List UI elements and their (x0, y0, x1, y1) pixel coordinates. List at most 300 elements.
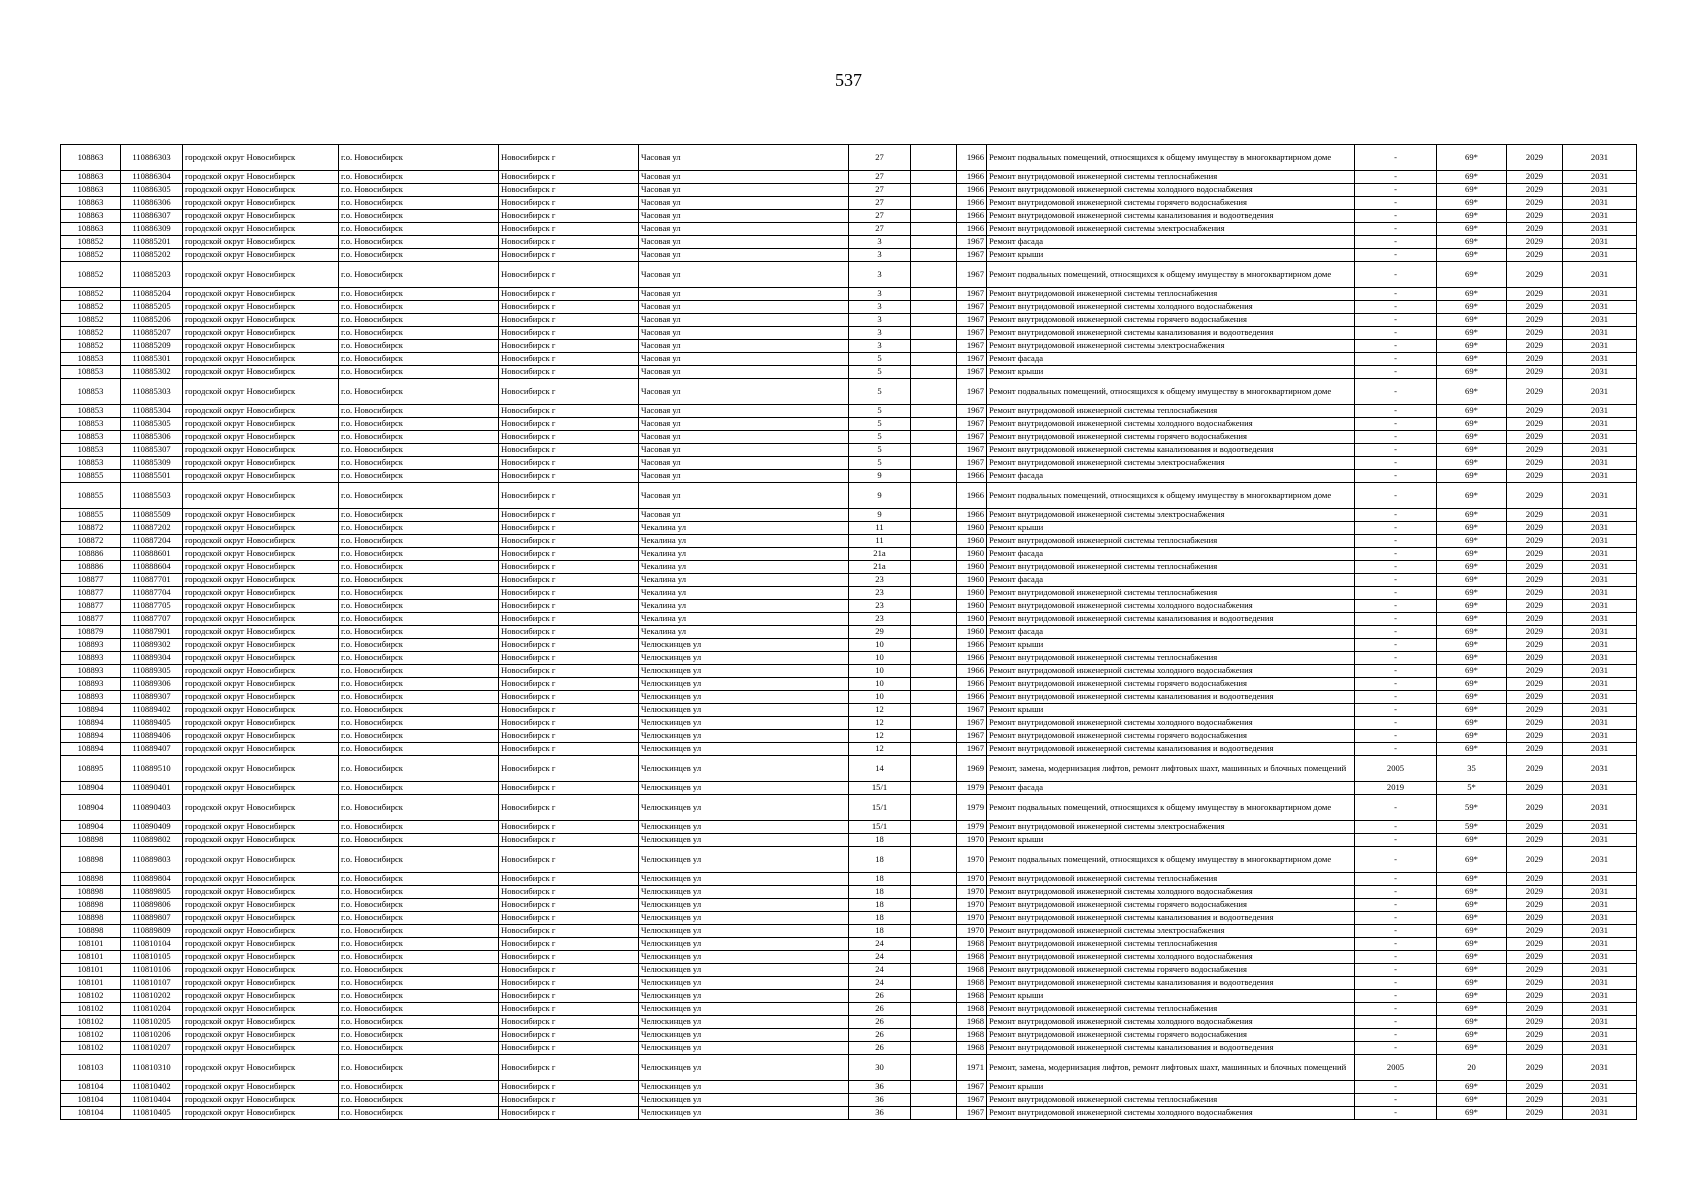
cell-street: Челюскинцев ул (639, 704, 849, 717)
cell-work-type: Ремонт крыши (987, 834, 1355, 847)
cell-building (911, 912, 957, 925)
cell-work-type: Ремонт внутридомовой инженерной системы канализования и водоотведения (987, 977, 1355, 990)
cell-plan-end-year: 2031 (1563, 951, 1637, 964)
cell-work-id: 110890403 (121, 795, 183, 821)
cell-work-type: Ремонт внутридомовой инженерной системы теплоснабжения (987, 652, 1355, 665)
cell-building (911, 600, 957, 613)
cell-work-type: Ремонт внутридомовой инженерной системы канализования и водоотведения (987, 743, 1355, 756)
cell-building (911, 964, 957, 977)
cell-municipality: городской округ Новосибирск (183, 912, 339, 925)
cell-last-repair-year: - (1355, 977, 1437, 990)
cell-wear-percent: 69* (1437, 691, 1507, 704)
cell-house-number: 26 (849, 1042, 911, 1055)
cell-house-id: 108886 (61, 561, 121, 574)
cell-building (911, 431, 957, 444)
cell-settlement: Новосибирск г (499, 951, 639, 964)
table-row (61, 1016, 1637, 1029)
cell-building (911, 184, 957, 197)
cell-municipality: городской округ Новосибирск (183, 184, 339, 197)
cell-plan-end-year: 2031 (1563, 236, 1637, 249)
cell-settlement: Новосибирск г (499, 444, 639, 457)
cell-work-type: Ремонт внутридомовой инженерной системы холодного водоснабжения (987, 418, 1355, 431)
cell-last-repair-year: - (1355, 821, 1437, 834)
cell-settlement: Новосибирск г (499, 535, 639, 548)
cell-street: Челюскинцев ул (639, 1042, 849, 1055)
cell-street: Челюскинцев ул (639, 1029, 849, 1042)
cell-work-type: Ремонт внутридомовой инженерной системы теплоснабжения (987, 561, 1355, 574)
table-row (61, 223, 1637, 236)
cell-work-type: Ремонт внутридомовой инженерной системы электроснабжения (987, 223, 1355, 236)
cell-plan-start-year: 2029 (1507, 990, 1563, 1003)
cell-year-built: 1968 (957, 1003, 987, 1016)
cell-building (911, 873, 957, 886)
cell-house-number: 26 (849, 1016, 911, 1029)
cell-wear-percent: 69* (1437, 145, 1507, 171)
cell-work-id: 110889305 (121, 665, 183, 678)
cell-municipality: городской округ Новосибирск (183, 210, 339, 223)
cell-building (911, 678, 957, 691)
cell-wear-percent: 69* (1437, 951, 1507, 964)
cell-plan-end-year: 2031 (1563, 717, 1637, 730)
cell-last-repair-year: - (1355, 574, 1437, 587)
cell-plan-end-year: 2031 (1563, 743, 1637, 756)
cell-wear-percent: 35 (1437, 756, 1507, 782)
cell-building (911, 1055, 957, 1081)
cell-building (911, 756, 957, 782)
cell-work-type: Ремонт внутридомовой инженерной системы холодного водоснабжения (987, 184, 1355, 197)
cell-plan-start-year: 2029 (1507, 548, 1563, 561)
cell-building (911, 340, 957, 353)
cell-last-repair-year: - (1355, 795, 1437, 821)
cell-year-built: 1960 (957, 600, 987, 613)
cell-wear-percent: 69* (1437, 613, 1507, 626)
table-row (61, 561, 1637, 574)
cell-house-id: 108904 (61, 782, 121, 795)
cell-plan-end-year: 2031 (1563, 834, 1637, 847)
cell-year-built: 1970 (957, 847, 987, 873)
cell-work-id: 110886303 (121, 145, 183, 171)
cell-district: г.о. Новосибирск (339, 1094, 499, 1107)
cell-plan-start-year: 2029 (1507, 353, 1563, 366)
cell-building (911, 249, 957, 262)
cell-last-repair-year: - (1355, 262, 1437, 288)
cell-plan-end-year: 2031 (1563, 249, 1637, 262)
cell-last-repair-year: - (1355, 1081, 1437, 1094)
cell-work-type: Ремонт внутридомовой инженерной системы теплоснабжения (987, 405, 1355, 418)
cell-year-built: 1967 (957, 249, 987, 262)
cell-house-id: 108853 (61, 457, 121, 470)
cell-year-built: 1966 (957, 223, 987, 236)
cell-work-type: Ремонт крыши (987, 366, 1355, 379)
cell-building (911, 418, 957, 431)
cell-house-id: 108898 (61, 886, 121, 899)
cell-house-id: 108102 (61, 1016, 121, 1029)
cell-last-repair-year: - (1355, 938, 1437, 951)
cell-street: Челюскинцев ул (639, 977, 849, 990)
cell-house-id: 108872 (61, 522, 121, 535)
cell-house-id: 108898 (61, 899, 121, 912)
cell-work-type: Ремонт внутридомовой инженерной системы канализования и водоотведения (987, 691, 1355, 704)
cell-wear-percent: 69* (1437, 431, 1507, 444)
cell-house-id: 108898 (61, 912, 121, 925)
cell-house-id: 108101 (61, 938, 121, 951)
cell-street: Чекалина ул (639, 613, 849, 626)
cell-plan-start-year: 2029 (1507, 444, 1563, 457)
cell-municipality: городской округ Новосибирск (183, 626, 339, 639)
cell-street: Часовая ул (639, 431, 849, 444)
cell-work-type: Ремонт внутридомовой инженерной системы теплоснабжения (987, 873, 1355, 886)
cell-house-id: 108853 (61, 418, 121, 431)
table-row (61, 444, 1637, 457)
cell-year-built: 1967 (957, 327, 987, 340)
cell-last-repair-year: - (1355, 210, 1437, 223)
cell-work-type: Ремонт внутридомовой инженерной системы теплоснабжения (987, 1003, 1355, 1016)
cell-house-id: 108894 (61, 717, 121, 730)
cell-last-repair-year: - (1355, 873, 1437, 886)
cell-year-built: 1967 (957, 457, 987, 470)
cell-plan-start-year: 2029 (1507, 366, 1563, 379)
cell-district: г.о. Новосибирск (339, 548, 499, 561)
cell-settlement: Новосибирск г (499, 795, 639, 821)
table-row (61, 951, 1637, 964)
cell-year-built: 1967 (957, 743, 987, 756)
cell-work-id: 110885303 (121, 379, 183, 405)
cell-building (911, 171, 957, 184)
cell-street: Челюскинцев ул (639, 639, 849, 652)
cell-year-built: 1968 (957, 1042, 987, 1055)
cell-building (911, 288, 957, 301)
cell-street: Часовая ул (639, 340, 849, 353)
table-row (61, 210, 1637, 223)
cell-municipality: городской округ Новосибирск (183, 327, 339, 340)
cell-wear-percent: 69* (1437, 210, 1507, 223)
cell-plan-start-year: 2029 (1507, 821, 1563, 834)
cell-house-id: 108102 (61, 1029, 121, 1042)
cell-work-id: 110810104 (121, 938, 183, 951)
cell-settlement: Новосибирск г (499, 561, 639, 574)
cell-municipality: городской округ Новосибирск (183, 561, 339, 574)
cell-house-number: 23 (849, 587, 911, 600)
cell-last-repair-year: - (1355, 704, 1437, 717)
cell-plan-start-year: 2029 (1507, 886, 1563, 899)
cell-settlement: Новосибирск г (499, 964, 639, 977)
cell-work-type: Ремонт внутридомовой инженерной системы горячего водоснабжения (987, 964, 1355, 977)
cell-last-repair-year: - (1355, 418, 1437, 431)
cell-house-number: 5 (849, 444, 911, 457)
cell-settlement: Новосибирск г (499, 847, 639, 873)
cell-work-id: 110885304 (121, 405, 183, 418)
cell-district: г.о. Новосибирск (339, 938, 499, 951)
cell-house-id: 108102 (61, 1042, 121, 1055)
cell-plan-end-year: 2031 (1563, 613, 1637, 626)
cell-street: Челюскинцев ул (639, 756, 849, 782)
cell-district: г.о. Новосибирск (339, 1029, 499, 1042)
cell-building (911, 535, 957, 548)
cell-district: г.о. Новосибирск (339, 1055, 499, 1081)
cell-plan-end-year: 2031 (1563, 431, 1637, 444)
cell-building (911, 834, 957, 847)
cell-wear-percent: 69* (1437, 405, 1507, 418)
cell-municipality: городской округ Новосибирск (183, 301, 339, 314)
cell-house-number: 5 (849, 418, 911, 431)
cell-district: г.о. Новосибирск (339, 288, 499, 301)
cell-plan-end-year: 2031 (1563, 925, 1637, 938)
cell-plan-start-year: 2029 (1507, 964, 1563, 977)
cell-plan-end-year: 2031 (1563, 587, 1637, 600)
cell-municipality: городской округ Новосибирск (183, 990, 339, 1003)
cell-plan-start-year: 2029 (1507, 249, 1563, 262)
table-row (61, 470, 1637, 483)
cell-building (911, 626, 957, 639)
cell-wear-percent: 69* (1437, 1107, 1507, 1120)
table-row (61, 548, 1637, 561)
cell-year-built: 1967 (957, 418, 987, 431)
cell-building (911, 990, 957, 1003)
cell-last-repair-year: - (1355, 717, 1437, 730)
cell-district: г.о. Новосибирск (339, 431, 499, 444)
cell-year-built: 1968 (957, 1016, 987, 1029)
cell-house-number: 3 (849, 236, 911, 249)
cell-year-built: 1967 (957, 1107, 987, 1120)
cell-house-number: 5 (849, 431, 911, 444)
cell-district: г.о. Новосибирск (339, 327, 499, 340)
cell-district: г.о. Новосибирск (339, 639, 499, 652)
cell-year-built: 1966 (957, 145, 987, 171)
cell-district: г.о. Новосибирск (339, 951, 499, 964)
cell-settlement: Новосибирск г (499, 1042, 639, 1055)
table-row (61, 795, 1637, 821)
cell-year-built: 1967 (957, 704, 987, 717)
cell-settlement: Новосибирск г (499, 379, 639, 405)
cell-plan-start-year: 2029 (1507, 743, 1563, 756)
table-row (61, 1055, 1637, 1081)
cell-house-number: 12 (849, 704, 911, 717)
cell-settlement: Новосибирск г (499, 717, 639, 730)
cell-building (911, 730, 957, 743)
cell-building (911, 951, 957, 964)
cell-plan-start-year: 2029 (1507, 522, 1563, 535)
cell-house-id: 108904 (61, 795, 121, 821)
cell-house-number: 18 (849, 899, 911, 912)
cell-plan-end-year: 2031 (1563, 912, 1637, 925)
cell-wear-percent: 69* (1437, 1029, 1507, 1042)
cell-wear-percent: 69* (1437, 418, 1507, 431)
cell-house-number: 3 (849, 301, 911, 314)
cell-house-number: 5 (849, 366, 911, 379)
cell-settlement: Новосибирск г (499, 184, 639, 197)
cell-settlement: Новосибирск г (499, 418, 639, 431)
cell-district: г.о. Новосибирск (339, 457, 499, 470)
table-row (61, 288, 1637, 301)
cell-wear-percent: 69* (1437, 626, 1507, 639)
table-row (61, 756, 1637, 782)
cell-district: г.о. Новосибирск (339, 223, 499, 236)
cell-year-built: 1967 (957, 236, 987, 249)
cell-year-built: 1967 (957, 717, 987, 730)
cell-work-id: 110810402 (121, 1081, 183, 1094)
cell-last-repair-year: - (1355, 678, 1437, 691)
cell-year-built: 1967 (957, 431, 987, 444)
cell-year-built: 1968 (957, 1029, 987, 1042)
cell-district: г.о. Новосибирск (339, 379, 499, 405)
cell-plan-end-year: 2031 (1563, 873, 1637, 886)
cell-plan-end-year: 2031 (1563, 704, 1637, 717)
cell-last-repair-year: - (1355, 652, 1437, 665)
cell-house-id: 108879 (61, 626, 121, 639)
cell-wear-percent: 69* (1437, 197, 1507, 210)
cell-house-id: 108863 (61, 223, 121, 236)
cell-house-number: 11 (849, 522, 911, 535)
cell-work-id: 110810202 (121, 990, 183, 1003)
cell-year-built: 1970 (957, 925, 987, 938)
cell-district: г.о. Новосибирск (339, 600, 499, 613)
cell-work-type: Ремонт внутридомовой инженерной системы электроснабжения (987, 457, 1355, 470)
cell-plan-end-year: 2031 (1563, 691, 1637, 704)
cell-last-repair-year: - (1355, 834, 1437, 847)
cell-house-id: 108895 (61, 756, 121, 782)
cell-work-type: Ремонт внутридомовой инженерной системы теплоснабжения (987, 535, 1355, 548)
cell-wear-percent: 69* (1437, 1042, 1507, 1055)
cell-street: Часовая ул (639, 288, 849, 301)
cell-work-type: Ремонт подвальных помещений, относящихся к общему имуществу в многоквартирном доме (987, 379, 1355, 405)
cell-last-repair-year: 2019 (1355, 782, 1437, 795)
table-row (61, 574, 1637, 587)
cell-plan-start-year: 2029 (1507, 795, 1563, 821)
table-row (61, 1042, 1637, 1055)
cell-work-id: 110810204 (121, 1003, 183, 1016)
cell-work-type: Ремонт внутридомовой инженерной системы канализования и водоотведения (987, 613, 1355, 626)
cell-district: г.о. Новосибирск (339, 704, 499, 717)
cell-plan-end-year: 2031 (1563, 652, 1637, 665)
table-row (61, 1107, 1637, 1120)
cell-street: Часовая ул (639, 405, 849, 418)
table-row (61, 535, 1637, 548)
cell-settlement: Новосибирск г (499, 600, 639, 613)
cell-plan-start-year: 2029 (1507, 899, 1563, 912)
table-row (61, 249, 1637, 262)
cell-settlement: Новосибирск г (499, 626, 639, 639)
cell-work-type: Ремонт внутридомовой инженерной системы электроснабжения (987, 509, 1355, 522)
cell-plan-start-year: 2029 (1507, 782, 1563, 795)
cell-plan-end-year: 2031 (1563, 1003, 1637, 1016)
cell-wear-percent: 69* (1437, 379, 1507, 405)
cell-municipality: городской округ Новосибирск (183, 899, 339, 912)
cell-house-id: 108904 (61, 821, 121, 834)
cell-year-built: 1966 (957, 171, 987, 184)
cell-municipality: городской округ Новосибирск (183, 1055, 339, 1081)
cell-house-id: 108853 (61, 353, 121, 366)
table-row (61, 691, 1637, 704)
cell-plan-end-year: 2031 (1563, 1042, 1637, 1055)
cell-house-number: 9 (849, 509, 911, 522)
cell-building (911, 652, 957, 665)
cell-municipality: городской округ Новосибирск (183, 418, 339, 431)
cell-house-number: 9 (849, 483, 911, 509)
cell-work-id: 110885302 (121, 366, 183, 379)
cell-building (911, 1094, 957, 1107)
cell-work-type: Ремонт внутридомовой инженерной системы горячего водоснабжения (987, 678, 1355, 691)
cell-municipality: городской округ Новосибирск (183, 665, 339, 678)
page-number: 537 (835, 70, 862, 90)
cell-building (911, 717, 957, 730)
cell-last-repair-year: - (1355, 990, 1437, 1003)
table-row (61, 730, 1637, 743)
cell-last-repair-year: - (1355, 691, 1437, 704)
table-row (61, 314, 1637, 327)
cell-work-id: 110889803 (121, 847, 183, 873)
cell-work-type: Ремонт фасада (987, 236, 1355, 249)
cell-last-repair-year: - (1355, 405, 1437, 418)
cell-plan-start-year: 2029 (1507, 600, 1563, 613)
cell-street: Чекалина ул (639, 626, 849, 639)
cell-street: Челюскинцев ул (639, 951, 849, 964)
cell-wear-percent: 69* (1437, 977, 1507, 990)
cell-wear-percent: 69* (1437, 522, 1507, 535)
cell-wear-percent: 69* (1437, 704, 1507, 717)
table-row (61, 184, 1637, 197)
cell-work-type: Ремонт внутридомовой инженерной системы теплоснабжения (987, 587, 1355, 600)
cell-work-type: Ремонт фасада (987, 574, 1355, 587)
cell-district: г.о. Новосибирск (339, 977, 499, 990)
table-row (61, 483, 1637, 509)
cell-street: Часовая ул (639, 301, 849, 314)
cell-last-repair-year: - (1355, 886, 1437, 899)
cell-plan-start-year: 2029 (1507, 405, 1563, 418)
cell-district: г.о. Новосибирск (339, 418, 499, 431)
cell-year-built: 1966 (957, 652, 987, 665)
cell-building (911, 223, 957, 236)
cell-last-repair-year: - (1355, 1042, 1437, 1055)
cell-last-repair-year: - (1355, 236, 1437, 249)
cell-plan-end-year: 2031 (1563, 574, 1637, 587)
cell-house-id: 108101 (61, 964, 121, 977)
cell-work-id: 110885301 (121, 353, 183, 366)
cell-work-type: Ремонт внутридомовой инженерной системы горячего водоснабжения (987, 314, 1355, 327)
cell-house-id: 108853 (61, 431, 121, 444)
cell-house-number: 26 (849, 1003, 911, 1016)
cell-district: г.о. Новосибирск (339, 236, 499, 249)
cell-wear-percent: 69* (1437, 639, 1507, 652)
cell-plan-start-year: 2029 (1507, 587, 1563, 600)
cell-work-id: 110887202 (121, 522, 183, 535)
cell-house-id: 108102 (61, 990, 121, 1003)
cell-municipality: городской округ Новосибирск (183, 977, 339, 990)
table-row (61, 925, 1637, 938)
table-row (61, 990, 1637, 1003)
cell-work-id: 110889802 (121, 834, 183, 847)
cell-plan-start-year: 2029 (1507, 1029, 1563, 1042)
cell-work-id: 110885503 (121, 483, 183, 509)
cell-house-id: 108852 (61, 301, 121, 314)
cell-municipality: городской округ Новосибирск (183, 782, 339, 795)
cell-house-number: 23 (849, 574, 911, 587)
cell-street: Челюскинцев ул (639, 782, 849, 795)
cell-wear-percent: 69* (1437, 457, 1507, 470)
cell-settlement: Новосибирск г (499, 665, 639, 678)
cell-work-id: 110886309 (121, 223, 183, 236)
cell-last-repair-year: - (1355, 1107, 1437, 1120)
cell-municipality: городской округ Новосибирск (183, 1107, 339, 1120)
cell-settlement: Новосибирск г (499, 327, 639, 340)
cell-house-number: 5 (849, 379, 911, 405)
cell-municipality: городской округ Новосибирск (183, 340, 339, 353)
cell-municipality: городской округ Новосибирск (183, 1042, 339, 1055)
cell-house-number: 24 (849, 977, 911, 990)
cell-street: Часовая ул (639, 327, 849, 340)
cell-plan-end-year: 2031 (1563, 314, 1637, 327)
cell-work-id: 110885309 (121, 457, 183, 470)
cell-house-number: 9 (849, 470, 911, 483)
